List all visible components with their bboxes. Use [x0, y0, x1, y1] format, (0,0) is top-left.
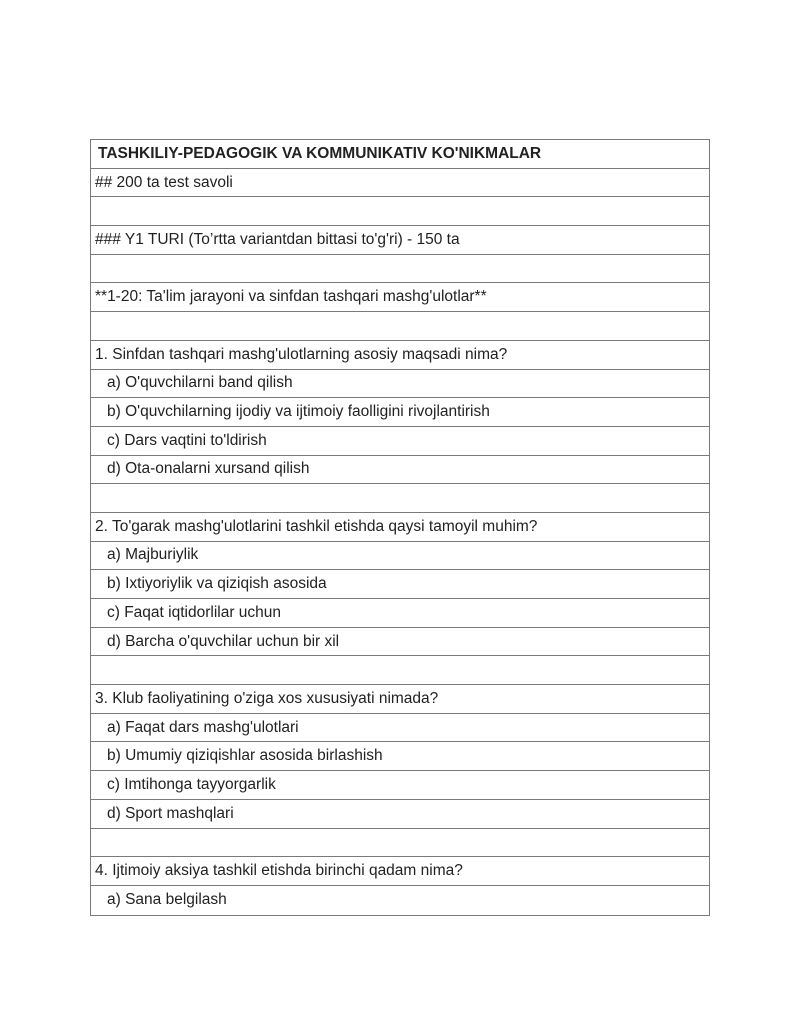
table-row-blank: [91, 484, 709, 513]
question-row: 4. Ijtimoiy aksiya tashkil etishda birinchi qadam nima?: [91, 857, 709, 886]
table-row-text: **1-20: Ta'lim jarayoni va sinfdan tashqari mashg'ulotlar**: [91, 283, 709, 312]
answer-option-row: b) O'quvchilarning ijodiy va ijtimoiy faolligini rivojlantirish: [91, 398, 709, 427]
table-row-blank: [91, 312, 709, 341]
table-row-blank: [91, 829, 709, 858]
table-row-text: ## 200 ta test savoli: [91, 169, 709, 198]
answer-option-row: b) Umumiy qiziqishlar asosida birlashish: [91, 742, 709, 771]
question-row: 1. Sinfdan tashqari mashg'ulotlarning asosiy maqsadi nima?: [91, 341, 709, 370]
table-row-blank: [91, 197, 709, 226]
table-row-blank: [91, 656, 709, 685]
answer-option-row: a) Majburiylik: [91, 542, 709, 571]
table-row-text: ### Y1 TURI (To’rtta variantdan bittasi to'g'ri) - 150 ta: [91, 226, 709, 255]
answer-option-row: d) Sport mashqlari: [91, 800, 709, 829]
answer-option-row: a) Sana belgilash: [107, 891, 227, 909]
answer-option-row: c) Imtihonga tayyorgarlik: [91, 771, 709, 800]
document-table: [90, 139, 710, 916]
answer-option-row: a) O'quvchilarni band qilish: [91, 370, 709, 399]
answer-option-row: d) Barcha o'quvchilar uchun bir xil: [91, 628, 709, 657]
answer-option-row: b) Ixtiyoriylik va qiziqish asosida: [91, 570, 709, 599]
question-row: 3. Klub faoliyatining o'ziga xos xususiyati nimada?: [91, 685, 709, 714]
table-row-blank: [91, 255, 709, 284]
answer-option-row: a) Faqat dars mashg'ulotlari: [91, 714, 709, 743]
answer-option-row: d) Ota-onalarni xursand qilish: [91, 456, 709, 485]
answer-option-row: c) Faqat iqtidorlilar uchun: [91, 599, 709, 628]
document-title: TASHKILIY-PEDAGOGIK VA KOMMUNIKATIV KO'NIKMALAR: [91, 140, 709, 169]
question-row: 2. To'garak mashg'ulotlarini tashkil etishda qaysi tamoyil muhim?: [91, 513, 709, 542]
answer-option-row: c) Dars vaqtini to'ldirish: [91, 427, 709, 456]
